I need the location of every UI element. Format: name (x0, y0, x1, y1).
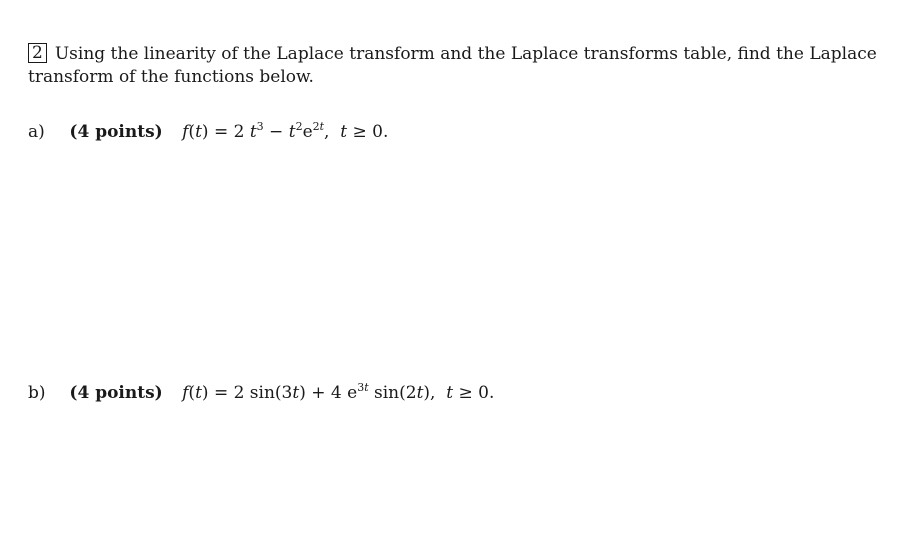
part-b-points: (4 points) (69, 383, 163, 403)
problem-number-box: 2 (28, 43, 47, 63)
part-a-label: a) (28, 122, 45, 142)
part-b-formula: f(t) = 2 sin(3t) + 4 $e^{3t}$ sin(2t), t ≥ 0. (182, 381, 495, 403)
problem-header (28, 43, 888, 89)
problem-statement: Using the linearity of the Laplace transform and the Laplace transforms table, find the Laplace transform of the functions below. (28, 44, 877, 87)
part-a-formula: f(t) = 2 $t^3 - t^2e^{2t}$, t ≥ 0. (182, 120, 389, 142)
part-b (28, 382, 494, 404)
part-a-points: (4 points) (69, 122, 163, 142)
part-a (28, 121, 388, 143)
part-b-label: b) (28, 383, 46, 403)
